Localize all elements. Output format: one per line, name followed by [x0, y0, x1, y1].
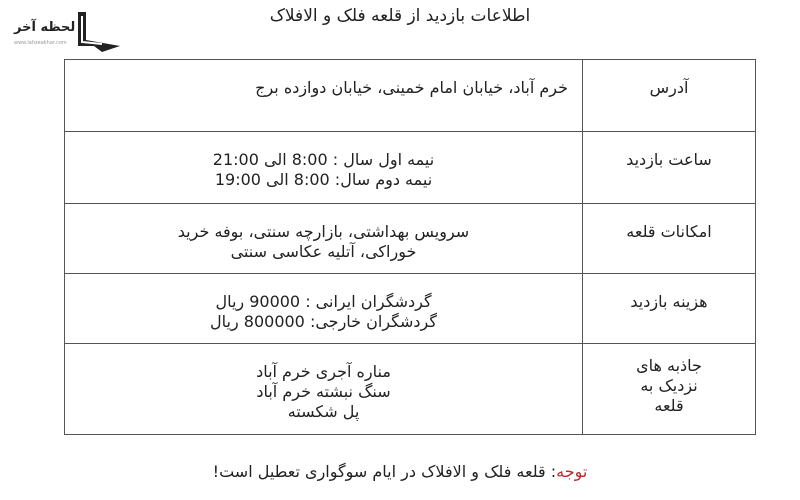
table-row [65, 204, 756, 274]
info-table [64, 59, 756, 435]
row-value [65, 132, 583, 204]
page-title: اطلاعات بازدید از قلعه فلک و الافلاک [269, 6, 531, 26]
value-line: گردشگران خارجی: 800000 ریال [210, 312, 437, 331]
value-line: پل شکسته [287, 402, 360, 421]
table-row [65, 274, 756, 344]
row-value [65, 344, 583, 435]
row-value [65, 60, 583, 132]
row-value [65, 204, 583, 274]
table-row [65, 60, 756, 132]
logo [10, 10, 125, 52]
value-line: مناره آجری خرم آباد [256, 362, 391, 381]
row-label: هزینه بازدید [583, 274, 756, 344]
logo-url: www.lahzeakhar.com [14, 40, 67, 46]
table-row [65, 132, 756, 204]
row-label: آدرس [583, 60, 756, 132]
label-line: نزدیک به [640, 376, 698, 395]
row-label [583, 344, 756, 435]
row-label: امکانات قلعه [583, 204, 756, 274]
note-text: : قلعه فلک و الافلاک در ایام سوگواری تعطیل است! [212, 462, 557, 481]
value-line: نیمه اول سال : 8:00 الی 21:00 [212, 150, 435, 169]
value-line: سرویس بهداشتی، بازارچه سنتی، بوفه خرید [177, 222, 470, 241]
note-label: توجه [556, 462, 588, 481]
value-line: خوراکی، آتلیه عکاسی سنتی [230, 242, 417, 261]
closure-note [0, 462, 800, 481]
row-label: ساعت بازدید [583, 132, 756, 204]
label-line: قلعه [654, 396, 684, 415]
value-line: خرم آباد، خیابان امام خمینی، خیابان دوازده برج [255, 78, 568, 97]
plane-logo-icon [72, 10, 124, 52]
logo-name: لحظه آخر [14, 20, 76, 35]
value-line: گردشگران ایرانی : 90000 ریال [215, 292, 432, 311]
row-value [65, 274, 583, 344]
value-line: سنگ نبشته خرم آباد [256, 382, 391, 401]
value-line: نیمه دوم سال: 8:00 الی 19:00 [214, 170, 433, 189]
table-row [65, 344, 756, 435]
label-line: جاذبه های [636, 356, 702, 375]
